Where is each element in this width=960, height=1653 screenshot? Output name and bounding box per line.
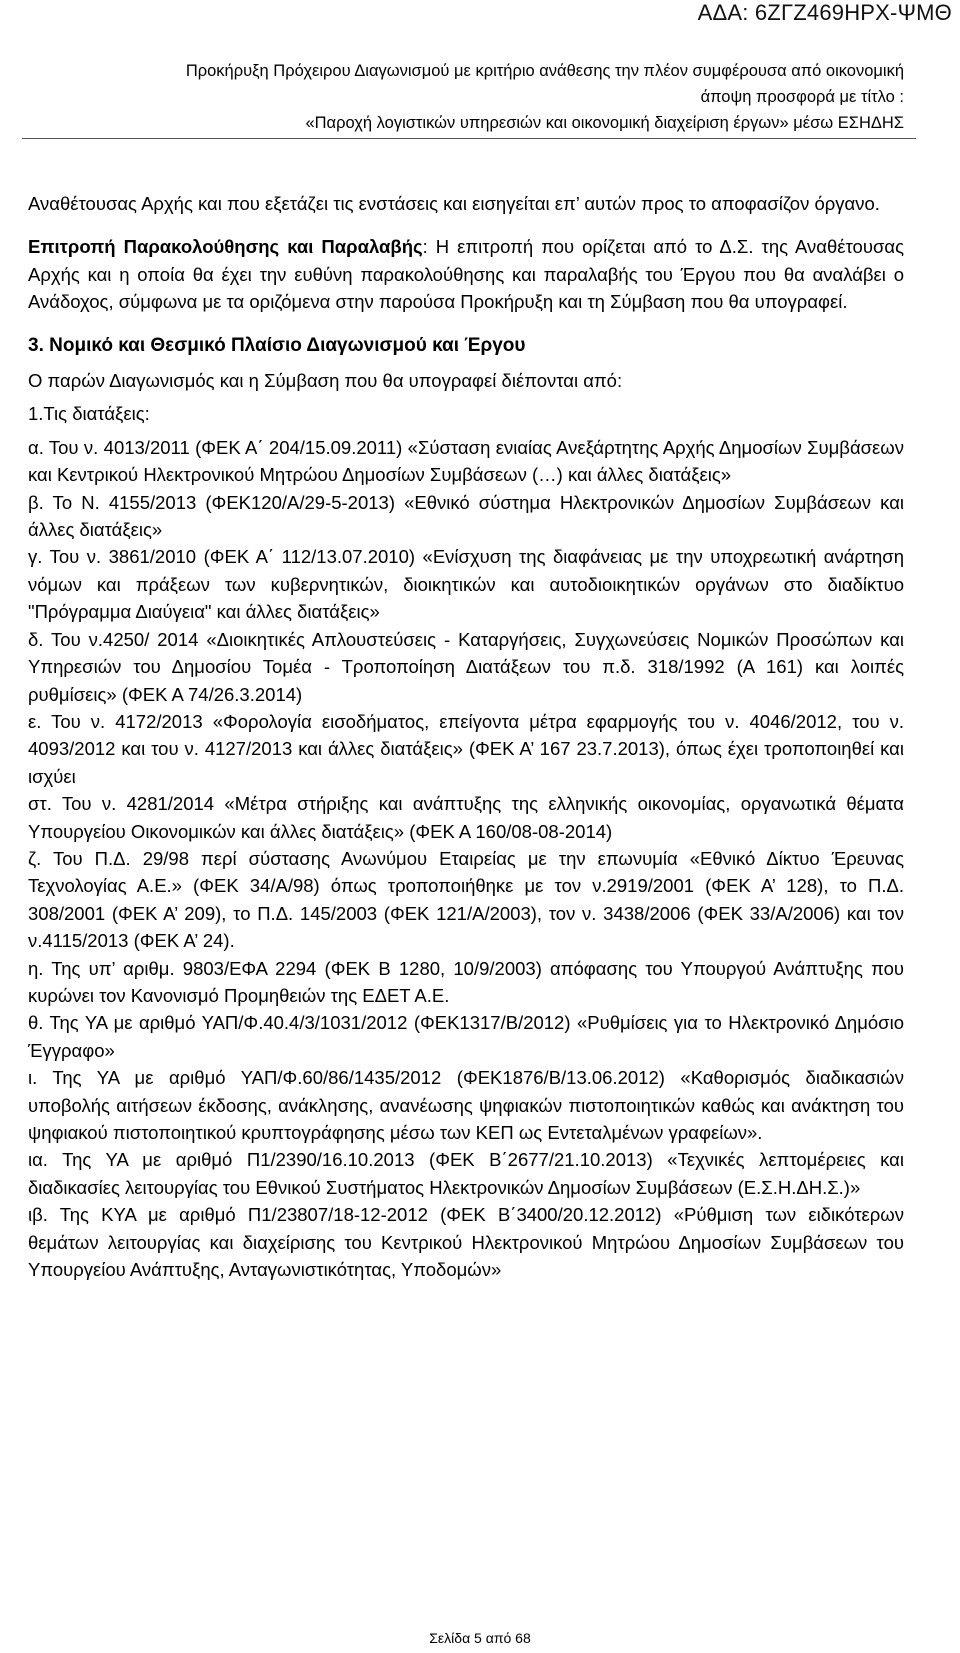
- list-item: δ. Του ν.4250/ 2014 «Διοικητικές Απλουστεύσεις - Καταργήσεις, Συγχωνεύσεις Νομικών Προσώπων και Υπηρεσιών του Δημοσίου Τομέα - Τροποποίηση Διατάξεων του π.δ. 318/1992 (Α 161) και λοιπές ρυθμίσεις» (ΦΕΚ Α 74/26.3.2014): [28, 628, 904, 705]
- list-item: ε. Του ν. 4172/2013 «Φορολογία εισοδήματος, επείγοντα μέτρα εφαρμογής του ν. 4046/2012, του ν. 4093/2012 και του ν. 4127/2013 και άλλες διατάξεις» (ΦΕΚ Α’ 167 23.7.2013), όπως έχει τροποποιηθεί και ισχύει: [28, 710, 904, 787]
- list-item: ιβ. Της ΚΥΑ με αριθμό Π1/23807/18-12-2012 (ΦΕΚ Β΄3400/20.12.2012) «Ρύθμιση των ειδικότερων θεμάτων λειτουργίας και διαχείρισης του Κεντρικού Ηλεκτρονικού Μητρώου Δημοσίων Συμβάσεων του Υπουργείου Ανάπτυξης, Ανταγωνιστικότητας, Υποδομών»: [28, 1204, 904, 1281]
- header-line-3: «Παροχή λογιστικών υπηρεσιών και οικονομική διαχείριση έργων» μέσω ΕΣΗΔΗΣ: [305, 114, 904, 132]
- document-header: [18, 58, 904, 136]
- list-item: ι. Της ΥΑ με αριθμό ΥΑΠ/Φ.60/86/1435/2012 (ΦΕΚ1876/Β/13.06.2012) «Καθορισμός διαδικασιών υποβολής αιτήσεων έκδοσης, ανάκλησης, ανανέωσης ψηφιακών πιστοποιητικών καθώς και ανάκτηση του ψηφιακού πιστοποιητικού κρυπτογράφησης μέσω των ΚΕΠ ως Εντεταλμένων γραφείων».: [28, 1067, 904, 1143]
- document-body: [28, 190, 904, 1283]
- section-title: 3. Νομικό και Θεσμικό Πλαίσιο Διαγωνισμού και Έργου: [28, 334, 526, 356]
- list-item: ζ. Του Π.Δ. 29/98 περί σύστασης Ανωνύμου Εταιρείας με την επωνυμία «Εθνικό Δίκτυο Έρευνας Τεχνολογίας Α.Ε.» (ΦΕΚ 34/Α/98) όπως τροποποιήθηκε με τον ν.2919/2001 (ΦΕΚ Α’ 128), το Π.Δ. 308/2001 (ΦΕΚ Α’ 209), το Π.Δ. 145/2003 (ΦΕΚ 121/Α/2003), τον ν. 3438/2006 (ΦΕΚ 33/Α/2006) και τον ν.4115/2013 (ΦΕΚ Α’ 24).: [28, 847, 904, 952]
- ada-code: ΑΔΑ: 6ΖΓΖ469ΗΡΧ-ΨΜΘ: [697, 0, 952, 25]
- paragraph-1: Αναθέτουσας Αρχής και που εξετάζει τις ενστάσεις και εισηγείται επ’ αυτών προς το αποφασίζον όργανο.: [28, 193, 880, 214]
- header-divider: [22, 138, 916, 139]
- list-item: γ. Του ν. 3861/2010 (ΦΕΚ Α΄ 112/13.07.2010) «Ενίσχυση της διαφάνειας με την υποχρεωτική ανάρτηση νόμων και πράξεων των κυβερνητικών, διοικητικών και αυτοδιοικητικών οργάνων στο διαδίκτυο "Πρόγραμμα Διαύγεια" και άλλες διατάξεις»: [28, 546, 904, 623]
- list-item: α. Του ν. 4013/2011 (ΦΕΚ Α΄ 204/15.09.2011) «Σύσταση ενιαίας Ανεξάρτητης Αρχής Δημοσίων Συμβάσεων και Κεντρικού Ηλεκτρονικού Μητρώου Δημοσίων Συμβάσεων (…) και άλλες διατάξεις»: [28, 436, 904, 486]
- list-title: 1.Τις διατάξεις:: [28, 403, 150, 425]
- term-committee: Επιτροπή Παρακολούθησης και Παραλαβής: [28, 236, 423, 258]
- list-item: ια. Της ΥΑ με αριθμό Π1/2390/16.10.2013 (ΦΕΚ Β΄2677/21.10.2013) «Τεχνικές λεπτομέρειες και διαδικασίες λειτουργίας του Εθνικού Συστήματος Ηλεκτρονικών Δημοσίων Συμβάσεων (Ε.Σ.Η.ΔΗ.Σ.)»: [28, 1149, 904, 1198]
- header-line-2: άποψη προσφορά με τίτλο :: [700, 88, 904, 106]
- section-intro: Ο παρών Διαγωνισμός και η Σύμβαση που θα υπογραφεί διέπονται από:: [28, 370, 623, 392]
- list-item: β. Το Ν. 4155/2013 (ΦΕΚ120/Α/29-5-2013) «Εθνικό σύστημα Ηλεκτρονικών Δημοσίων Συμβάσεων και άλλες διατάξεις»: [28, 491, 904, 541]
- term-definition: : Η επιτροπή που ορίζεται από το Δ.Σ. της Αναθέτουσας Αρχής και η οποία θα έχει την ευθύνη παρακολούθησης και παραλαβής του Έργου που θα αναλάβει ο Ανάδοχος, σύμφωνα με τα οριζόμενα στην παρούσα Προκήρυξη και τη Σύμβαση που θα υπογραφεί.: [28, 236, 904, 313]
- header-line-1: Προκήρυξη Πρόχειρου Διαγωνισμού με κριτήριο ανάθεσης την πλέον συμφέρουσα από οικονομική: [185, 62, 904, 80]
- list-item: στ. Του ν. 4281/2014 «Μέτρα στήριξης και ανάπτυξης της ελληνικής οικονομίας, οργανωτικά θέματα Υπουργείου Οικονομικών και άλλες διατάξεις» (ΦΕΚ Α 160/08-08-2014): [28, 793, 904, 842]
- page-number: Σελίδα 5 από 68: [429, 1630, 531, 1646]
- list-item: θ. Της ΥΑ με αριθμό ΥΑΠ/Φ.40.4/3/1031/2012 (ΦΕΚ1317/Β/2012) «Ρυθμίσεις για το Ηλεκτρονικό Δημόσιο Έγγραφο»: [28, 1012, 904, 1061]
- list-item: η. Της υπ’ αριθμ. 9803/ΕΦΑ 2294 (ΦΕΚ Β 1280, 10/9/2003) απόφασης του Υπουργού Ανάπτυξης που κυρώνει τον Κανονισμό Προμηθειών της ΕΔΕΤ Α.Ε.: [28, 957, 904, 1006]
- provisions-list: [28, 434, 904, 1284]
- paragraph-2: [28, 233, 904, 315]
